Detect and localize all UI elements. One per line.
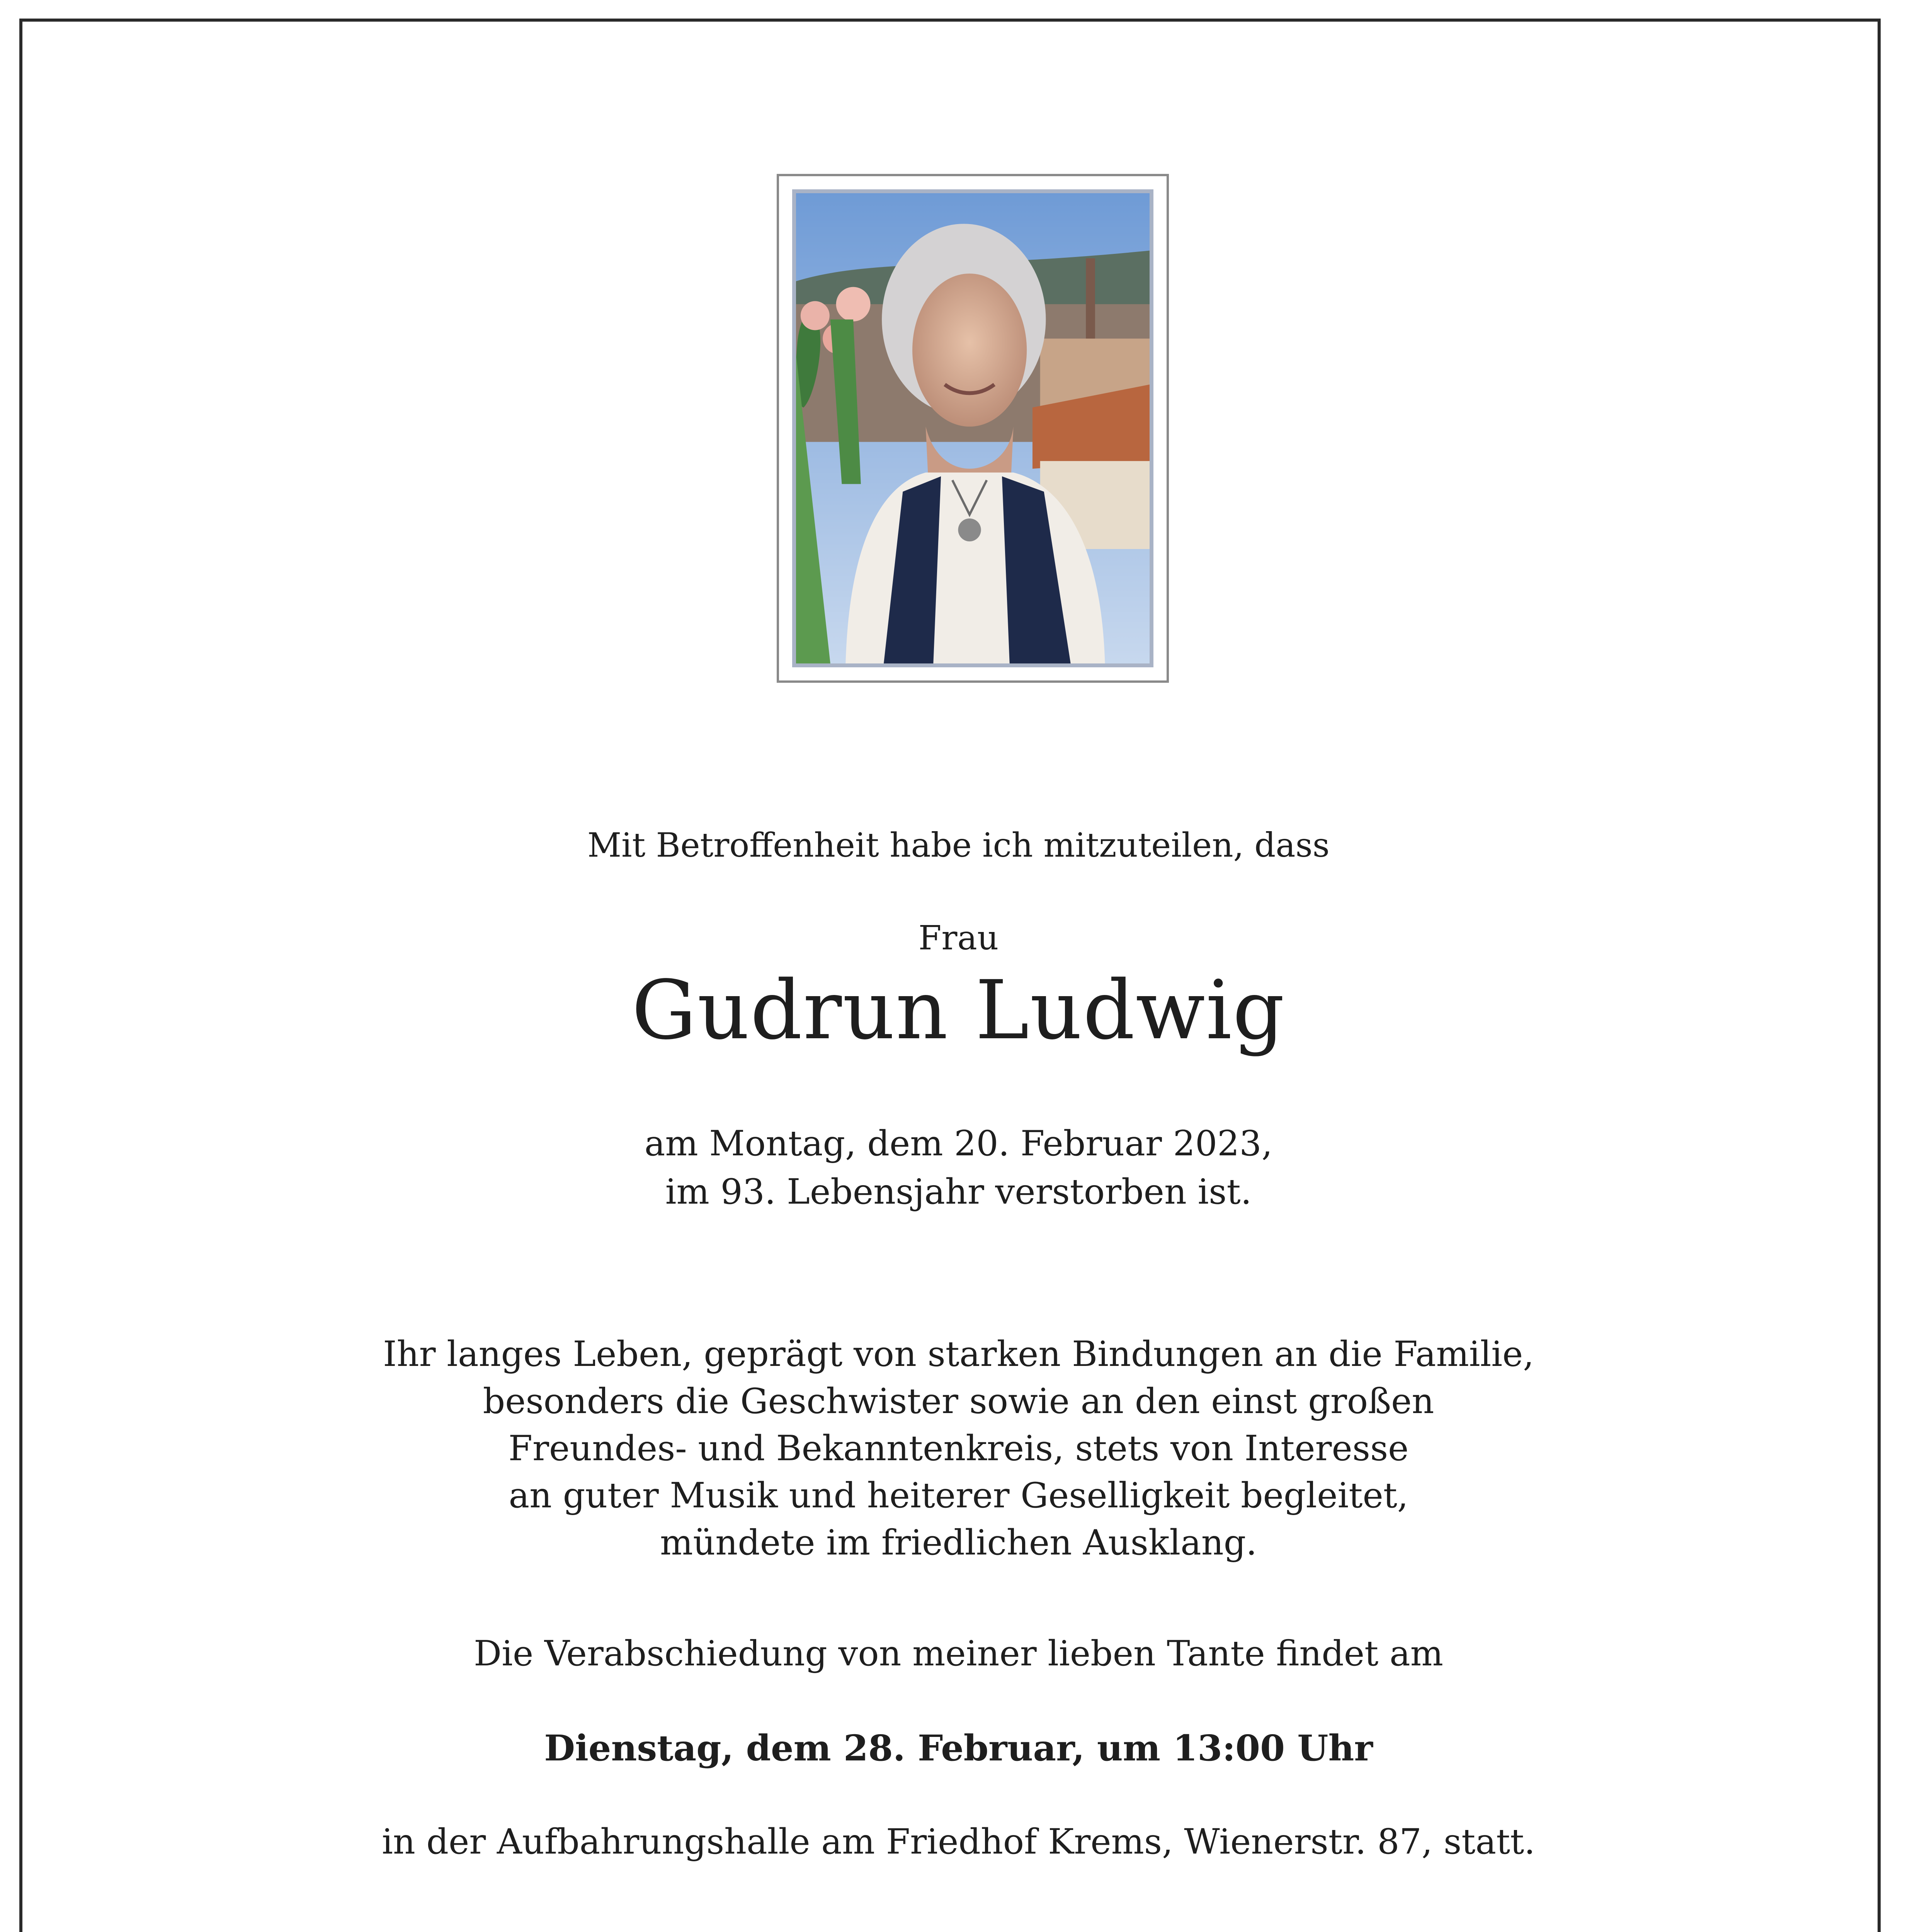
intro-line: Mit Betroffenheit habe ich mitzuteilen, dass	[587, 826, 1330, 865]
portrait-photo-frame	[777, 174, 1169, 683]
deceased-name: Gudrun Ludwig	[631, 963, 1286, 1058]
portrait-photo	[792, 189, 1153, 667]
death-date-line: am Montag, dem 20. Februar 2023,	[644, 1123, 1273, 1164]
tribute-line-2: besonders die Geschwister sowie an den einst großen	[483, 1381, 1434, 1422]
age-line: im 93. Lebensjahr verstorben ist.	[665, 1172, 1252, 1212]
ceremony-location: in der Aufbahrungshalle am Friedhof Krems, Wienerstr. 87, statt.	[382, 1821, 1535, 1862]
tribute-line-4: an guter Musik und heiterer Geselligkeit begleitet,	[509, 1475, 1408, 1516]
tribute-line-5: mündete im friedlichen Ausklang.	[660, 1522, 1257, 1563]
tribute-line-3: Freundes- und Bekanntenkreis, stets von Interesse	[508, 1428, 1409, 1469]
title-frau: Frau	[918, 919, 999, 957]
farewell-line: Die Verabschiedung von meiner lieben Tante findet am	[474, 1633, 1443, 1674]
ceremony-datetime: Dienstag, dem 28. Februar, um 13:00 Uhr	[544, 1727, 1373, 1769]
tribute-line-1: Ihr langes Leben, geprägt von starken Bindungen an die Familie,	[383, 1334, 1534, 1374]
